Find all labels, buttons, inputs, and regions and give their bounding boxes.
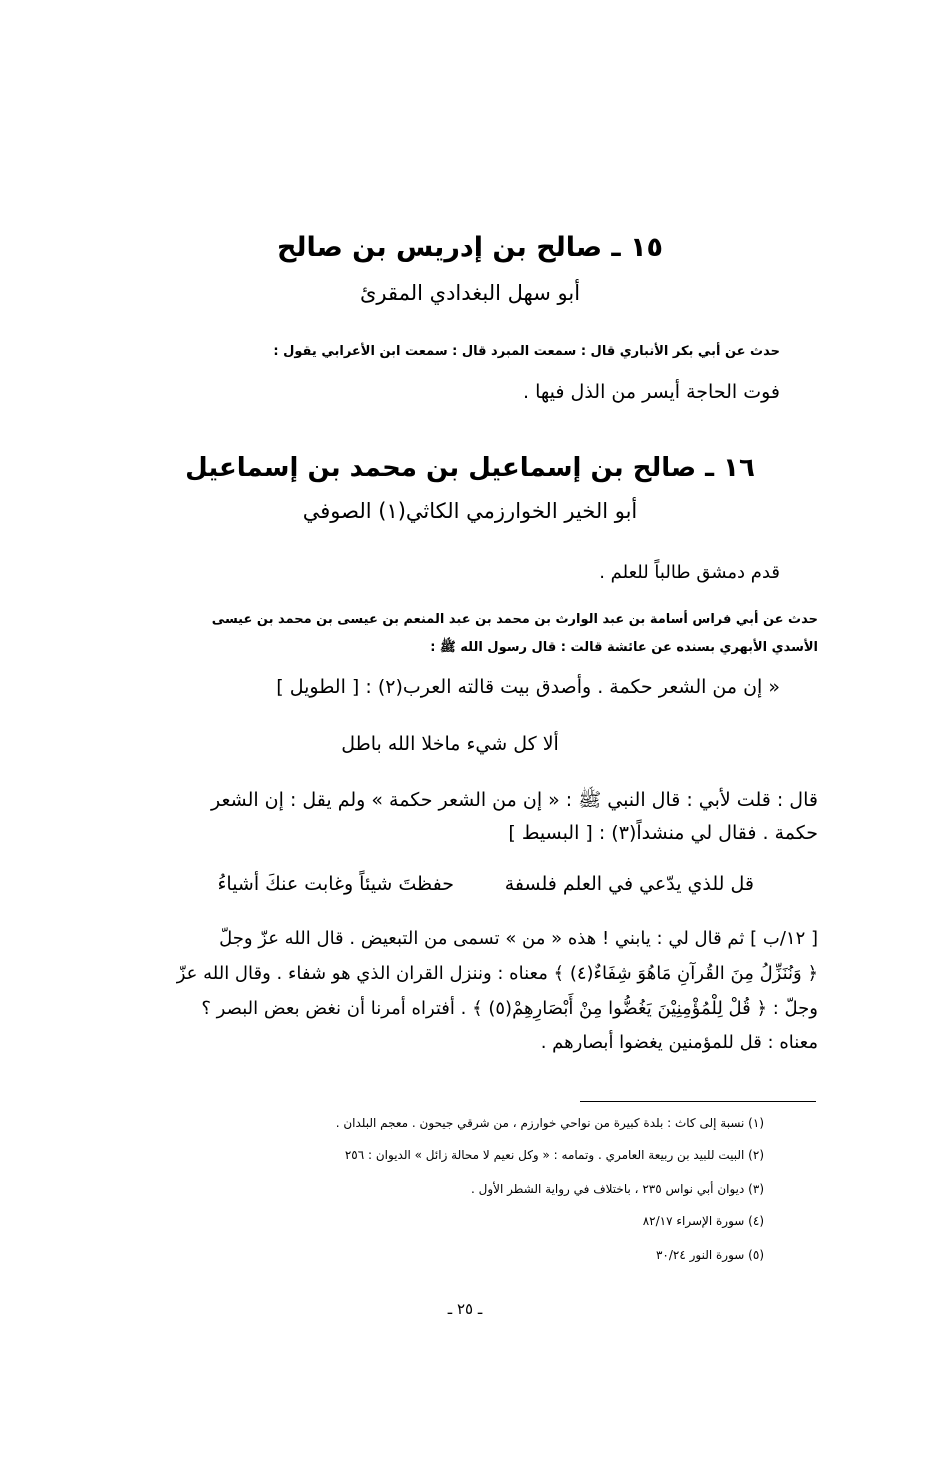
paragraph2-line3: وجلّ : ﴿ قُلْ لِلْمُؤْمِنِيْنَ يَغُضُّوا مِنْ أَبْصَارِهِمْ(٥) ﴾ . أفتراه أمرنا أن نغض بعض البصر ؟ <box>201 998 818 1019</box>
footnote-separator <box>580 1101 816 1102</box>
footnote-4: (٤) سورة الإسراء ٨٢/١٧ <box>642 1214 764 1228</box>
footnote-5: (٥) سورة النور ٣٠/٢٤ <box>655 1248 764 1262</box>
verse-2-first-hemistich: قل للذي يدّعي في العلم فلسفة <box>504 873 754 895</box>
entry16-intro: قدم دمشق طالباً للعلم . <box>599 562 780 583</box>
entry16-subtitle: أبو الخير الخوارزمي الكاثي(١) الصوفي <box>302 499 638 523</box>
entry15-narration: حدث عن أبي بكر الأنباري قال : سمعت المبرد قال : سمعت ابن الأعرابي يقول : <box>273 344 780 359</box>
paragraph2-line1: [ ١٢/ب ] ثم قال لي : يابني ! هذه « من » تسمى من التبعيض . قال الله عزّ وجلّ <box>219 928 818 949</box>
footnote-1: (١) نسبة إلى كاث : بلدة كبيرة من نواحي خوارزم ، من شرقي جيحون . معجم البلدان . <box>335 1116 764 1130</box>
entry16-narration-line2: الأسدي الأبهري بسنده عن عائشة قالت : قال رسول الله ﷺ : <box>430 640 818 655</box>
verse-1: ألا كل شيء ماخلا الله باطل <box>341 733 559 755</box>
paragraph2-line4: معناه : قل للمؤمنين يغضوا أبصارهم . <box>540 1032 818 1053</box>
entry15-subtitle: أبو سهل البغدادي المقرئ <box>359 281 581 305</box>
hadith-line: « إن من الشعر حكمة . وأصدق بيت قالته العرب(٢) : [ الطويل ] <box>276 676 780 698</box>
entry15-saying: فوت الحاجة أيسر من الذل فيها . <box>523 381 780 403</box>
entry15-heading: ١٥ ـ صالح بن إدريس بن صالح <box>276 232 664 263</box>
footnote-2: (٢) البيت للبيد بن ربيعة العامري . وتمامه : « وكل نعيم لا محالة زائل » الديوان : ٢٥٦ <box>344 1148 764 1162</box>
page-number: ـ ٢٥ ـ <box>447 1300 483 1318</box>
paragraph1-line1: قال : قلت لأبي : قال النبي ﷺ : « إن من الشعر حكمة » ولم يقل : إن الشعر <box>210 789 818 811</box>
verse-2-second-hemistich: حفظتَ شيئاً وغابت عنكَ أشياءُ <box>217 873 454 895</box>
entry16-narration-line1: حدث عن أبي فراس أسامة بن عبد الوارث بن محمد بن عبد المنعم بن عيسى بن محمد بن عيسى <box>211 612 818 627</box>
entry16-heading: ١٦ ـ صالح بن إسماعيل بن محمد بن إسماعيل <box>185 453 755 483</box>
paragraph2-line2: ﴿ وَنُنَزِّلُ مِنَ القُرآنِ مَاهُوَ شِفَاءٌ(٤) ﴾ معناه : وننزل القران الذي هو شفاء . وقال الله عزّ <box>176 963 818 984</box>
footnote-3: (٣) ديوان أبي نواس ٢٣٥ ، باختلاف في رواية الشطر الأول . <box>471 1182 764 1196</box>
paragraph1-line2: حكمة . فقال لي منشداً(٣) : [ البسيط ] <box>508 822 818 844</box>
